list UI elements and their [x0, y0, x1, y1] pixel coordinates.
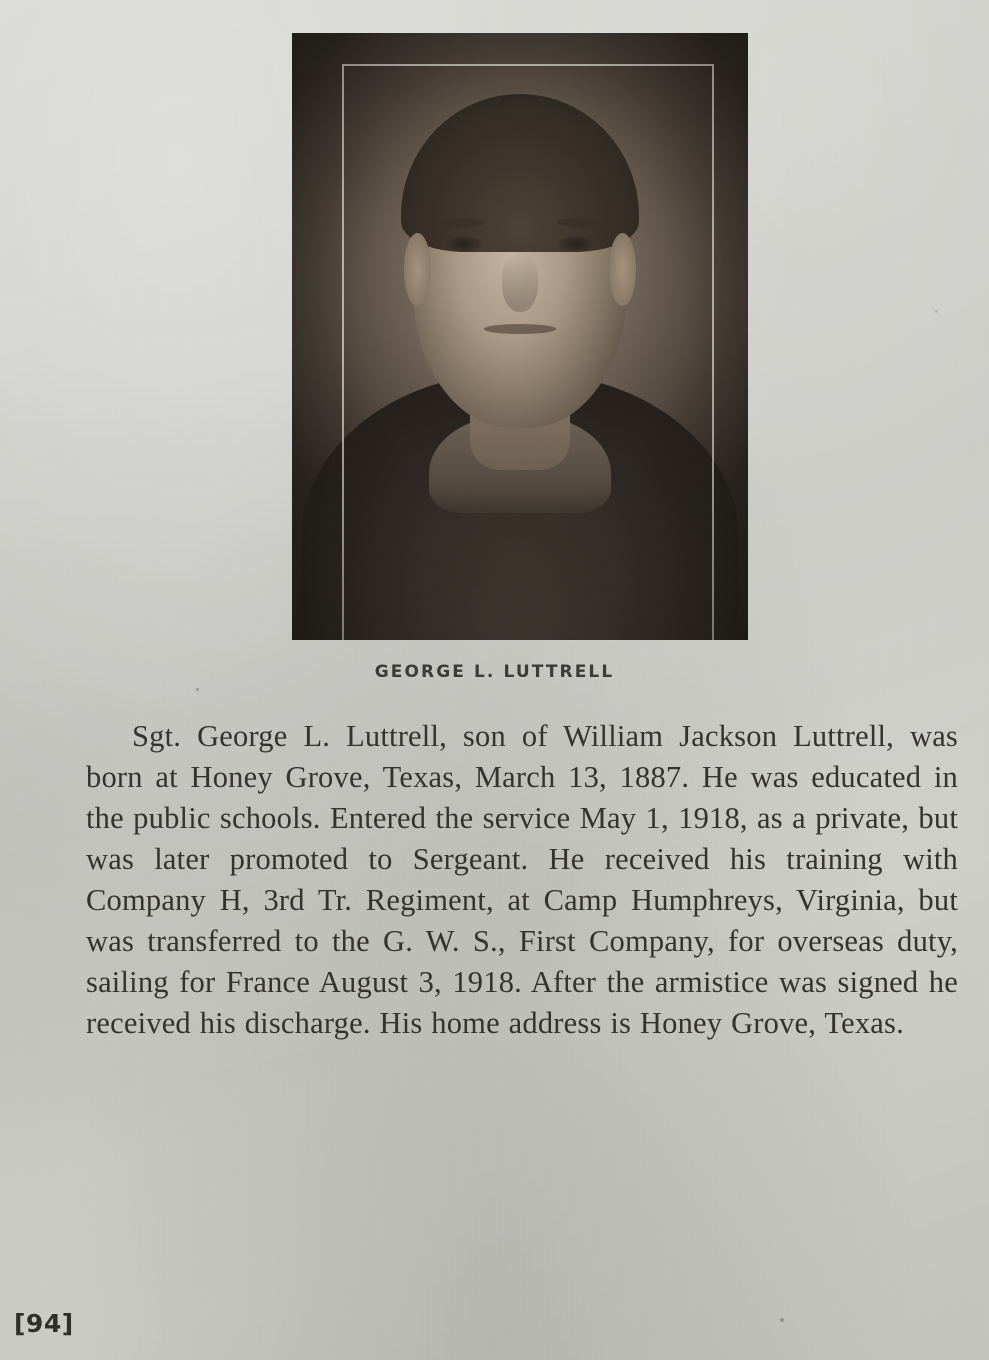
portrait-photograph: [292, 33, 748, 640]
biography-paragraph: Sgt. George L. Luttrell, son of William Jackson Luttrell, was born at Honey Grove, Texas, March 13, 1887. He was educated in the public schools. Entered the service May 1, 1918, as a private, but was later promoted to Sergeant. He received his training with Company H, 3rd Tr. Regiment, at Camp Humphreys, Virginia, but was transferred to the G. W. S., First Company, for overseas duty, sailing for France August 3, 1918. After the armistice was signed he received his discharge. His home address is Honey Grove, Texas.: [86, 719, 958, 1040]
paper-speck: [780, 1318, 784, 1322]
paper-speck: [196, 688, 199, 691]
photo-grain: [292, 33, 748, 640]
photo-caption: GEORGE L. LUTTRELL: [374, 662, 615, 682]
paper-speck: [935, 310, 938, 313]
page-number: [94]: [14, 1309, 74, 1338]
portrait-figure: [292, 33, 748, 640]
